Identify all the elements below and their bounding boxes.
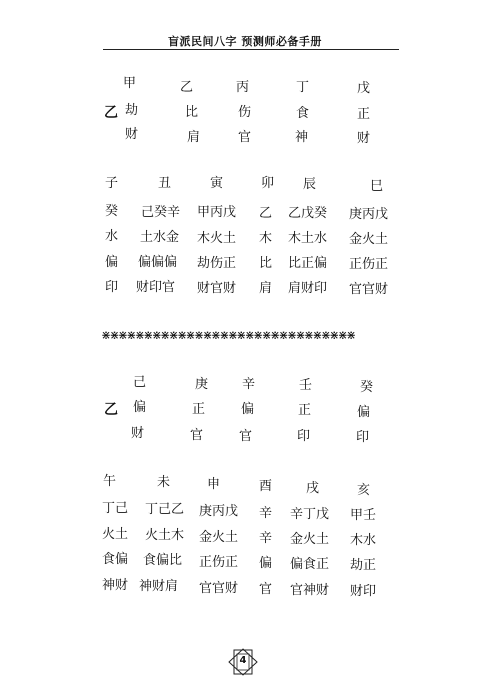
s2-r1-c3: 庚丙戊 bbox=[199, 504, 239, 519]
s1-r3-c5: 比正偏 bbox=[288, 256, 328, 271]
s2-r4-c2: 神财肩 bbox=[139, 579, 179, 594]
s1-r3-c3: 劫伤正 bbox=[197, 256, 237, 271]
s1-r2-c4: 木 bbox=[259, 231, 273, 246]
s1-ten-god-5a: 正 bbox=[357, 107, 371, 122]
s1-r1-c2: 己癸辛 bbox=[141, 205, 181, 220]
s2-r2-c6: 木水 bbox=[350, 533, 377, 548]
page-number-ornament bbox=[226, 648, 260, 676]
s2-ten-god-5b: 印 bbox=[356, 430, 370, 445]
s2-ten-god-2a: 正 bbox=[192, 402, 206, 417]
s2-r3-c6: 劫正 bbox=[350, 558, 377, 573]
s1-r4-c4: 肩 bbox=[259, 281, 273, 296]
s2-r2-c5: 金火土 bbox=[290, 532, 330, 547]
section-divider: ⋇⋇⋇⋇⋇⋇⋇⋇⋇⋇⋇⋇⋇⋇⋇⋇⋇⋇⋇⋇⋇⋇⋇⋇⋇⋇⋇⋇⋇⋇ bbox=[101, 328, 355, 342]
s1-r1-c1: 癸 bbox=[105, 204, 119, 219]
s2-stem-5: 癸 bbox=[360, 380, 374, 395]
s1-r2-c2: 土水金 bbox=[140, 230, 180, 245]
s1-r3-c1: 偏 bbox=[105, 255, 119, 270]
s2-branch-1: 午 bbox=[103, 474, 117, 489]
s1-r3-c2: 偏偏偏 bbox=[138, 255, 178, 270]
s2-r1-c2: 丁己乙 bbox=[145, 502, 185, 517]
s1-r3-c4: 比 bbox=[259, 256, 273, 271]
s2-r4-c3: 官官财 bbox=[199, 581, 239, 596]
s2-r4-c1: 神财 bbox=[102, 578, 129, 593]
s1-r4-c6: 官官财 bbox=[349, 282, 389, 297]
s2-ten-god-1b: 财 bbox=[131, 426, 145, 441]
s1-branch-2: 丑 bbox=[158, 176, 172, 191]
s1-stem-1: 甲 bbox=[123, 76, 137, 91]
s2-r1-c1: 丁己 bbox=[102, 501, 129, 516]
s2-stem-1: 己 bbox=[133, 375, 147, 390]
s1-r3-c6: 正伤正 bbox=[349, 257, 389, 272]
s1-branch-1: 子 bbox=[105, 176, 119, 191]
s1-r4-c1: 印 bbox=[105, 280, 119, 295]
s1-ten-god-2b: 肩 bbox=[187, 130, 201, 145]
s2-stem-4: 壬 bbox=[299, 378, 313, 393]
s1-ten-god-4a: 食 bbox=[296, 106, 310, 121]
s1-ten-god-3a: 伤 bbox=[238, 105, 252, 120]
s2-r4-c6: 财印 bbox=[350, 584, 377, 599]
s2-branch-5: 戌 bbox=[306, 481, 320, 496]
s1-ten-god-1b: 财 bbox=[125, 127, 139, 142]
header-rule bbox=[103, 49, 399, 50]
page-number: 4 bbox=[239, 655, 247, 666]
s1-r1-c5: 乙戊癸 bbox=[288, 206, 328, 221]
s2-stem-3: 辛 bbox=[242, 377, 256, 392]
s2-r1-c5: 辛丁戊 bbox=[290, 507, 330, 522]
s2-r3-c1: 食偏 bbox=[102, 552, 129, 567]
s1-branch-5: 辰 bbox=[303, 177, 317, 192]
s1-ten-god-2a: 比 bbox=[185, 105, 199, 120]
s2-ten-god-3b: 官 bbox=[239, 429, 253, 444]
s1-r1-c6: 庚丙戊 bbox=[349, 207, 389, 222]
s1-ten-god-4b: 神 bbox=[295, 130, 309, 145]
s2-ten-god-4a: 正 bbox=[298, 403, 312, 418]
s2-ten-god-1a: 偏 bbox=[133, 400, 147, 415]
s2-ten-god-3a: 偏 bbox=[241, 402, 255, 417]
s2-r3-c3: 正伤正 bbox=[199, 555, 239, 570]
s2-r2-c3: 金火土 bbox=[199, 530, 239, 545]
s1-branch-6: 巳 bbox=[370, 179, 384, 194]
s2-r2-c4: 辛 bbox=[259, 531, 273, 546]
s2-r1-c6: 甲壬 bbox=[350, 508, 377, 523]
s2-r1-c4: 辛 bbox=[259, 506, 273, 521]
s2-branch-2: 未 bbox=[157, 475, 171, 490]
s2-ten-god-5a: 偏 bbox=[357, 405, 371, 420]
s2-r4-c5: 官神财 bbox=[290, 583, 330, 598]
s1-ten-god-1a: 劫 bbox=[125, 103, 139, 118]
s1-r2-c5: 木土水 bbox=[288, 231, 328, 246]
s1-branch-4: 卯 bbox=[261, 176, 275, 191]
s1-day-stem: 乙 bbox=[104, 105, 118, 121]
s2-r4-c4: 官 bbox=[259, 582, 273, 597]
s2-r3-c5: 偏食正 bbox=[290, 557, 330, 572]
s1-stem-2: 乙 bbox=[180, 80, 194, 95]
s2-branch-4: 酉 bbox=[259, 479, 273, 494]
s2-ten-god-2b: 官 bbox=[190, 428, 204, 443]
s1-r4-c5: 肩财印 bbox=[288, 281, 328, 296]
page-header-title: 盲派民间八字 预测师必备手册 bbox=[168, 35, 322, 48]
s2-branch-3: 申 bbox=[207, 477, 221, 492]
s1-r2-c6: 金火土 bbox=[349, 232, 389, 247]
s1-ten-god-5b: 财 bbox=[357, 131, 371, 146]
s1-ten-god-3b: 官 bbox=[238, 130, 252, 145]
s2-day-stem: 乙 bbox=[104, 402, 118, 418]
s1-r1-c4: 乙 bbox=[259, 206, 273, 221]
s2-r2-c1: 火土 bbox=[102, 527, 129, 542]
s2-r2-c2: 火土木 bbox=[145, 528, 185, 543]
s1-r2-c1: 水 bbox=[105, 229, 119, 244]
s2-r3-c4: 偏 bbox=[259, 556, 273, 571]
s1-stem-3: 丙 bbox=[236, 80, 250, 95]
s2-stem-2: 庚 bbox=[195, 377, 209, 392]
s1-r4-c3: 财官财 bbox=[197, 281, 237, 296]
s2-branch-6: 亥 bbox=[357, 483, 371, 498]
s1-r2-c3: 木火土 bbox=[197, 231, 237, 246]
s2-ten-god-4b: 印 bbox=[297, 429, 311, 444]
s1-stem-5: 戊 bbox=[357, 81, 371, 96]
s1-stem-4: 丁 bbox=[296, 80, 310, 95]
s2-r3-c2: 食偏比 bbox=[143, 553, 183, 568]
s1-r1-c3: 甲丙戊 bbox=[197, 205, 237, 220]
s1-r4-c2: 财印官 bbox=[136, 280, 176, 295]
s1-branch-3: 寅 bbox=[210, 176, 224, 191]
